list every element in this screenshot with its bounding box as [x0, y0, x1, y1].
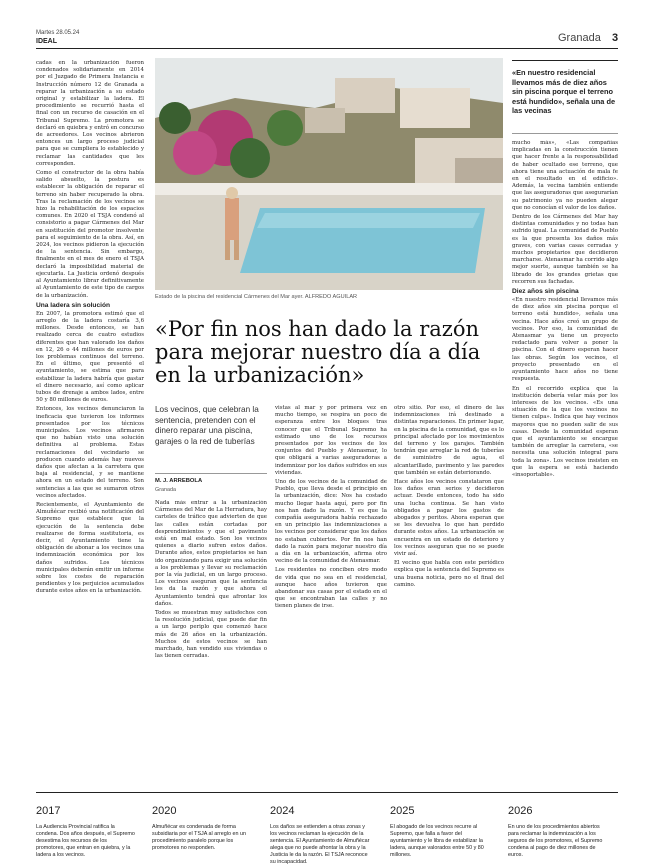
brand-logo: IDEAL [36, 38, 57, 45]
col1-paragraph: cadas en la urbanización fueron condenados solidariamente en 2014 por el Juzgado de Primera Instancia e Instrucción número 12 de Granada a reparar la urbanización a su estado original y estabilizar la ladera. El procedimiento se recurrió hasta el final con un recurso de casación en el Tribunal Supremo. La promotora se declaró en quiebra y entró en concurso de acreedores. Los vecinos abrieron entonces un largo proceso judicial para que se cumpliera lo establecido y reclamar las cantidades que les corresponden. [36, 60, 144, 167]
article-column-4 [394, 405, 504, 760]
deck: Los vecinos, que celebran la sentencia, pretenden con el dinero reparar una piscina, garajes o la red de tuberías [155, 405, 259, 446]
col5-subhead: Diez años sin piscina [512, 288, 579, 296]
timeline-text: La Audiencia Provincial ratifica la condena. Dos años después, el Supremo desestima los recursos de los promotores, que entran en quiebra, y la ladera a los vecinos. [36, 824, 135, 858]
col4-paragraph: El vecino que habla con este periódico explica que la sentencia del Supremo es una buena noticia, pero no el final del camino. [394, 560, 504, 588]
issue-date: Martes 28.05.24 [36, 30, 80, 36]
byline-place: Granada [155, 487, 176, 493]
col1-paragraph: Como el constructor de la obra había salido absuelto, la postura es establecer la obligación de reparar el terreno sin haber recuperado la obra. Tras la reclamación de los vecinos se hizo la rehabilitación de los espacios comunes. En 2020 el TSJA condenó al consistorio a pagar Cármenes del Mar en sustitución del promotor insolvente para el seguimiento de la obra. Así, en 2024, los vecinos pidieron la ejecución de la sentencia. Sin embargo, finalmente en el mes de enero el TSJA declaró la imposibilidad material de ejecutarla. La Justicia ordenó después al Ayuntamiento librar definitivamente al Ayuntamiento de este tipo de cargos de la urbanización. [36, 170, 144, 299]
timeline-year: 2025 [390, 805, 415, 817]
article-column-2 [155, 500, 267, 760]
col4-paragraph: otro sitio. Por eso, el dinero de las indemnizaciones irá destinado a distintas reparaciones. En primer lugar, en la piscina de la comunidad, que es lo principal afectado por los movimientos del terreno y los garajes. También tendrán que arreglar la red de tuberías de suministro de agua, el alcantarillado, pavimento y las paredes que también se están deteriorando. [394, 405, 504, 476]
header-rule [36, 48, 618, 49]
col1-subhead: Una ladera sin solución [36, 301, 111, 309]
timeline-year: 2020 [152, 805, 177, 817]
quote-rule [512, 60, 618, 61]
timeline-year: 2024 [270, 805, 295, 817]
headline: «Por fin nos han dado la razón para mejorar nuestro día a día en la urbanización» [155, 317, 481, 387]
timeline-text: El abogado de los vecinos recurre al Supremo, que falla a favor del ayuntamiento y le libra de estabilizar la ladera, aunque valorados entre 50 y 80 millones. [390, 824, 484, 858]
col1-paragraph: En 2007, la promotora estimó que el arreglo de la ladera costaría 3,6 millones. Desde entonces, se han realizado cerca de cuatro estudios diferentes que han valorado los daños en 12, 26 o 44 millones de euros por los problemas continuos del terreno. En el último, que presentó el ayuntamiento, se estima que para estabilizar la ladera habría que gastar el dinero necesario, así como aplicar tubos de drenaje a ambos lados, entre 50 y 80 millones de euros. [36, 310, 144, 404]
timeline-text: Almuñécar es condenada de forma subsidiaria por el TSJA al arreglo en un procedimiento paralelo porque los promotores no responden. [152, 824, 246, 851]
col3-paragraph: Los residentes no conciben otro modo de vida que no sea en el residencial, aunque hace años tuvieron que abandonar sus casas por el estado en el que se encontraban las calles y no tienen planes de irse. [275, 567, 387, 610]
col3-paragraph: vistas al mar y por primera vez en mucho tiempo, se respira un poco de esperanza entre los bloques tras conocer que el Tribunal Supremo ha estimado uno de los recursos presentados por los vecinos de los conjuntos del Pueblo y Atenasmar, lo que obligará a varias aseguradoras a indemnizar por los daños sufridos en sus viviendas. [275, 405, 387, 476]
quote-bottom-rule [512, 133, 618, 134]
col3-paragraph: Uno de los vecinos de la comunidad de Pueblo, que lleva desde el principio en la urbanización, dice: Nos ha costado mucho llegar hasta aquí, pero por fin nos han dado la razón. Y es que la compañía aseguradora había rechazado en un principio las indemnizaciones a los vecinos por considerar que los daños no estaban cubiertos. Por fin nos han dado la razón para mejorar nuestro día a día en la urbanización, afirma otro vecino de la comunidad de Atenasmar. [275, 479, 387, 565]
photo [155, 58, 503, 290]
timeline-rule [36, 792, 618, 793]
col5-paragraph: «En nuestro residencial llevamos más de diez años sin piscina porque el terreno está hundido», señala una vecina. Hace años creó un grupo de vecinos. Por eso, la comunidad de Atenasmar ya tiene un proyecto redactado para volver a poner la piscina. Con el dinero esperan hacer las obras. Según los vecinos, el proyecto presentado en el ayuntamiento hace años no tiene respuesta. [512, 297, 618, 383]
article-column-5 [512, 140, 618, 760]
col2-paragraph: Todos se muestran muy satisfechos con la resolución judicial, que puede dar fin a un largo periplo que comenzó hace más de 26 años en la urbanización. Muchos de estos vecinos se han marchado, han vendido sus viviendas o las tienen cerradas. [155, 610, 267, 660]
col5-paragraph: En el recorrido explica que la institución debería velar más por los intereses de los vecinos. «Es una situación de la que los vecinos no tienen culpa». Indica que hay vecinos mayores que no pueden salir de sus casas. Desde la comunidad esperan que el ayuntamiento se encargue también de arreglar la carretera, «se necesita una solución integral para toda la zona». Los vecinos insisten en que la espera se está haciendo «insoportable». [512, 385, 618, 478]
article-column-3 [275, 405, 387, 760]
timeline-text: Los daños se extienden a otras zonas y los vecinos reclaman la ejecución de la sentencia. El Ayuntamiento de Almuñécar alega que no puede afrontar la obra y la Justicia le da la razón. El TSJA reconoce su incapacidad. [270, 824, 370, 865]
pull-quote: «En nuestro residencial llevamos más de diez años sin piscina porque el terreno está hundido», señala una de las vecinas [512, 68, 616, 116]
byline-rule [155, 473, 267, 474]
pool-photo-image [155, 58, 503, 290]
timeline-year: 2026 [508, 805, 533, 817]
page-number: 3 [612, 32, 619, 44]
col5-paragraph: Dentro de los Cármenes del Mar hay distintas comunidades y no todas han sufrido igual. La comunidad de Pueblo es la que presenta los daños más graves, con varias casas cerradas y muchos propietarios que decidieron marcharse. Atenasmar ha corrido algo mejor suerte, aunque también se ha librado de los grandes grietas que recorren sus fachadas. [512, 214, 618, 285]
col2-paragraph: Nada más entrar a la urbanización Cármenes del Mar de La Herradura, hay carteles de tráfico que advierten de que las calles están cortadas por desprendimientos y que el pavimento está en mal estado. Son los vecinos quienes a diario sufren estos daños. Durante años, estos propietarios se han ido organizando para exigir una solución a los problemas y llevar su reclamación por la vía judicial, en un largo proceso. Los vecinos aseguran que la sentencia les da la razón y que ahora el Ayuntamiento tendrá que afrontar los daños. [155, 500, 267, 607]
section-name: Granada [558, 32, 601, 44]
col4-paragraph: Hace años los vecinos constataron que los daños eran serios y decidieron actuar. Desde entonces, todo ha sido una lucha continua. Se han visto obligados a pagar los gastos de abogados y peritos. Ahora esperan que se les devuelva lo que han perdido durante estos años. La urbanización se encuentra en un estado de deterioro y los vecinos aseguran que no se puede vivir así. [394, 479, 504, 558]
photo-caption: Estado de la piscina del residencial Cármenes del Mar ayer. ALFREDO AGUILAR [155, 294, 358, 300]
col1-paragraph: Recientemente, el Ayuntamiento de Almuñécar recibió una notificación del Supremo que establece que la ejecución de la sentencia debe realizarse de forma sustitutoria, es decir, el Ayuntamiento tiene la obligación de abonar a los vecinos una indemnización económica por los daños sufridos. Los técnicos municipales deberán emitir un informe sobre los costes de reparación pendientes y los perjuicios acumulados durante estos años en la urbanización. [36, 501, 144, 595]
timeline-year: 2017 [36, 805, 61, 817]
col5-paragraph: mucho más», «Las compañías implicadas en la construcción tienen que hacer frente a la responsabilidad de haber ocultado ese terreno, que ahora tiene una actuación de mala fe en el resultado en el edificio». Además, la vecina también entiende que las aseguradoras que asegurarían su patrimonio ya no pueden alegar que no conocían el valor de los daños. [512, 140, 618, 211]
col1-paragraph: Entonces, los vecinos denunciaron la ineficacia que tuvieron los informes presentados por los técnicos municipales. Los vecinos afirmaron que no habían visto una solución definitiva al problema. Estas reclamaciones del vecindario se producen cuando además hay nuevos daños que afectan a la carretera que baja al residencial, y se mantiene ahora en un estado del terreno. Son sentencias a las que se sumaron otros vecinos afectados. [36, 406, 144, 499]
timeline-text: En uno de los procedimientos abiertos para reclamar la indemnización a los seguros de los promotores, el Supremo condena al pago de diez millones de euros. [508, 824, 603, 858]
byline-author: M. J. ARREBOLA [155, 478, 203, 484]
article-column-1 [36, 60, 144, 760]
